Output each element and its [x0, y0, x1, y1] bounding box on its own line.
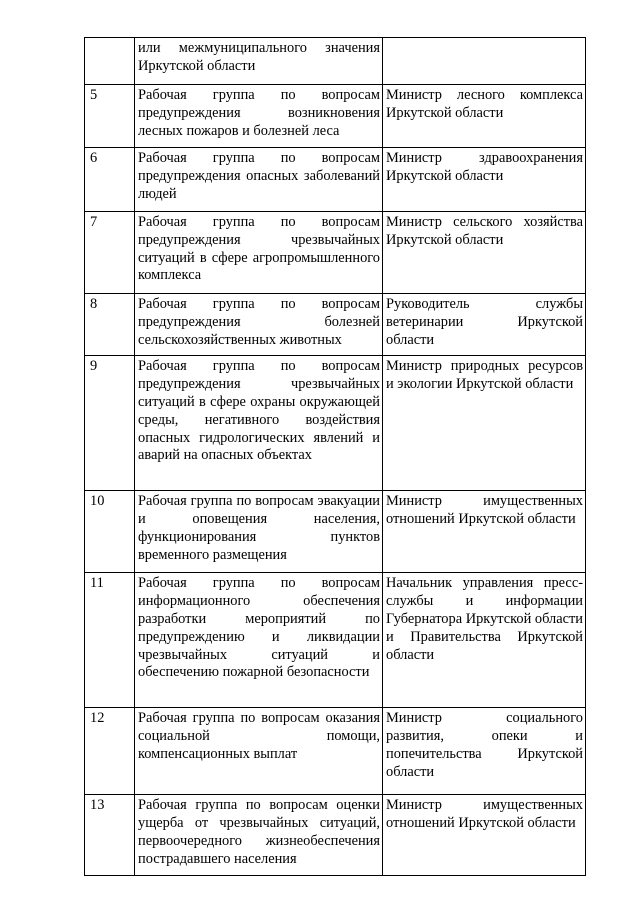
table-row — [85, 212, 586, 294]
table-row — [85, 38, 586, 85]
group-head: Начальник управления пресс-службы и информации Губернатора Иркутской области и Правительства Иркутской области — [383, 573, 586, 708]
row-number: 11 — [85, 573, 135, 708]
row-number: 8 — [85, 294, 135, 356]
group-head: Министр имущественных отношений Иркутской области — [383, 491, 586, 573]
group-name: или межмуниципального значения Иркутской области — [135, 38, 383, 85]
group-name: Рабочая группа по вопросам информационного обеспечения разработки мероприятий по предупреждению и ликвидации чрезвычайных ситуаций и обеспечению пожарной безопасности — [135, 573, 383, 708]
row-number: 9 — [85, 356, 135, 491]
group-name: Рабочая группа по вопросам предупреждения возникновения лесных пожаров и болезней леса — [135, 85, 383, 148]
table-row — [85, 148, 586, 212]
group-head: Министр лесного комплекса Иркутской области — [383, 85, 586, 148]
group-name: Рабочая группа по вопросам эвакуации и оповещения населения, функционирования пунктов временного размещения — [135, 491, 383, 573]
group-head — [383, 38, 586, 85]
group-head: Министр социального развития, опеки и попечительства Иркутской области — [383, 708, 586, 795]
document-table-container — [84, 37, 586, 876]
row-number — [85, 38, 135, 85]
row-number: 13 — [85, 795, 135, 875]
group-head: Министр сельского хозяйства Иркутской области — [383, 212, 586, 294]
table-row — [85, 294, 586, 356]
group-name: Рабочая группа по вопросам оказания социальной помощи, компенсационных выплат — [135, 708, 383, 795]
group-head: Министр природных ресурсов и экологии Иркутской области — [383, 356, 586, 491]
group-name: Рабочая группа по вопросам предупреждения чрезвычайных ситуаций в сфере агропромышленного комплекса — [135, 212, 383, 294]
table-row — [85, 795, 586, 875]
group-name: Рабочая группа по вопросам предупреждения чрезвычайных ситуаций в сфере охраны окружающей среды, негативного воздействия опасных гидрологических явлений и аварий на опасных объектах — [135, 356, 383, 491]
group-name: Рабочая группа по вопросам предупреждения опасных заболеваний людей — [135, 148, 383, 212]
group-head: Министр здравоохранения Иркутской области — [383, 148, 586, 212]
group-head: Министр имущественных отношений Иркутской области — [383, 795, 586, 875]
row-number: 7 — [85, 212, 135, 294]
table-row — [85, 356, 586, 491]
group-name: Рабочая группа по вопросам предупреждения болезней сельскохозяйственных животных — [135, 294, 383, 356]
working-groups-table — [84, 37, 586, 876]
row-number: 5 — [85, 85, 135, 148]
row-number: 12 — [85, 708, 135, 795]
table-row — [85, 491, 586, 573]
table-row — [85, 85, 586, 148]
row-number: 6 — [85, 148, 135, 212]
row-number: 10 — [85, 491, 135, 573]
table-row — [85, 708, 586, 795]
group-name: Рабочая группа по вопросам оценки ущерба от чрезвычайных ситуаций, первоочередного жизнеобеспечения пострадавшего населения — [135, 795, 383, 875]
table-row — [85, 573, 586, 708]
group-head: Руководитель службы ветеринарии Иркутской области — [383, 294, 586, 356]
